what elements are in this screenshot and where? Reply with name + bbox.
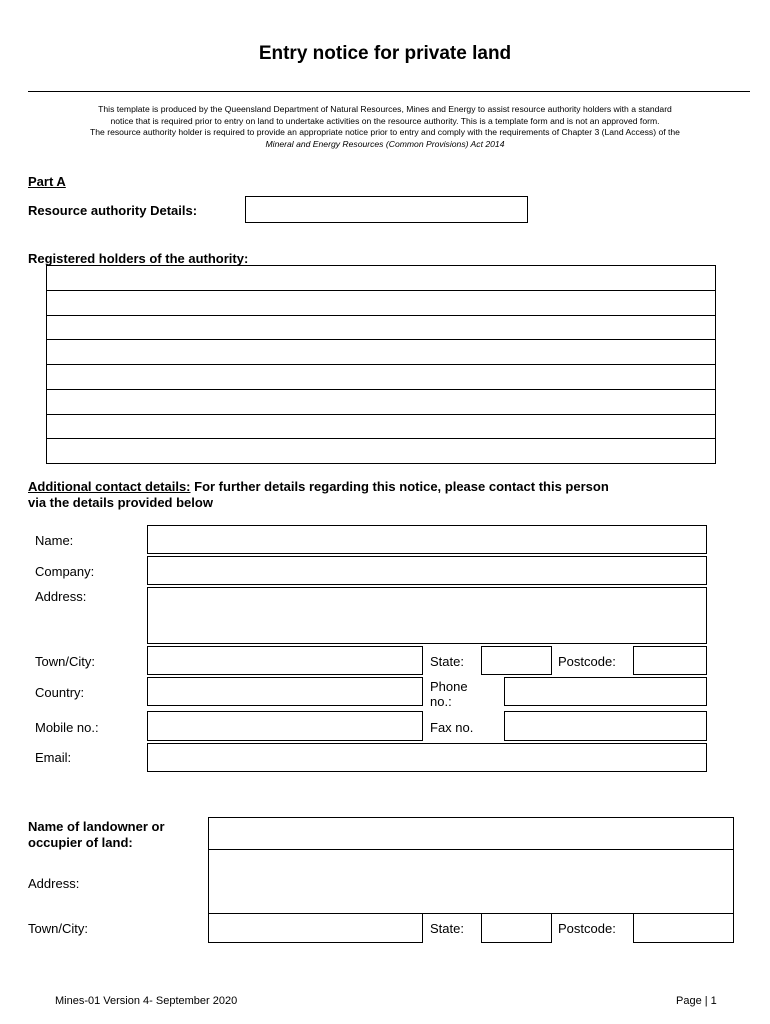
contact-fax-label: Fax no. bbox=[430, 720, 474, 735]
intro-line-1: This template is produced by the Queensland Department of Natural Resources, Mines and Energy to assist resource authority holders with a standard bbox=[98, 104, 672, 114]
contact-mobile-label: Mobile no.: bbox=[35, 720, 99, 735]
footer-version: Mines-01 Version 4- September 2020 bbox=[55, 995, 238, 1007]
contact-town-input[interactable] bbox=[147, 646, 423, 675]
footer-page-number: Page | 1 bbox=[676, 995, 717, 1007]
registered-holder-row-7[interactable] bbox=[47, 415, 715, 440]
intro-line-3: The resource authority holder is required to provide an appropriate notice prior to entry and comply with the requirements of Chapter 3 (Land Access) of the bbox=[90, 127, 680, 137]
intro-line-2: notice that is required prior to entry on land to undertake activities on the resource authority. This is a template form and is not an approved form. bbox=[110, 115, 660, 126]
contact-address-label: Address: bbox=[35, 589, 87, 604]
contact-fax-input[interactable] bbox=[504, 711, 707, 741]
registered-holder-row-4[interactable] bbox=[47, 340, 715, 365]
resource-authority-input[interactable] bbox=[245, 196, 528, 223]
registered-holder-row-5[interactable] bbox=[47, 365, 715, 390]
landowner-name-input[interactable] bbox=[208, 817, 734, 850]
contact-country-label: Country: bbox=[35, 685, 85, 700]
contact-heading-rest: For further details regarding this notice, please contact this person bbox=[190, 479, 609, 494]
contact-heading-line2: via the details provided below bbox=[28, 495, 213, 510]
landowner-town-label: Town/City: bbox=[28, 921, 88, 936]
landowner-state-input[interactable] bbox=[481, 913, 552, 943]
registered-holder-row-8[interactable] bbox=[47, 439, 715, 464]
contact-phone-input[interactable] bbox=[504, 677, 707, 706]
contact-name-input[interactable] bbox=[147, 525, 707, 554]
page-title: Entry notice for private land bbox=[258, 43, 512, 64]
landowner-name-label-1: Name of landowner or bbox=[28, 819, 165, 834]
contact-country-input[interactable] bbox=[147, 677, 423, 706]
landowner-town-input[interactable] bbox=[208, 913, 423, 943]
contact-phone-label-2: no.: bbox=[430, 694, 452, 709]
contact-company-label: Company: bbox=[35, 564, 95, 579]
registered-holder-row-3[interactable] bbox=[47, 316, 715, 341]
contact-heading-underlined: Additional contact details: bbox=[28, 479, 191, 494]
contact-heading bbox=[28, 479, 609, 511]
title-divider bbox=[28, 91, 750, 92]
landowner-name-label bbox=[28, 819, 165, 851]
contact-state-input[interactable] bbox=[481, 646, 552, 675]
contact-email-label: Email: bbox=[35, 750, 72, 765]
intro-act-name: Mineral and Energy Resources (Common Provisions) Act 2014 bbox=[265, 138, 505, 149]
registered-holder-row-2[interactable] bbox=[47, 291, 715, 316]
contact-name-label: Name: bbox=[35, 533, 74, 548]
registered-holders-label: Registered holders of the authority: bbox=[28, 251, 249, 266]
landowner-name-label-2: occupier of land: bbox=[28, 835, 133, 850]
landowner-address-input[interactable] bbox=[208, 849, 734, 914]
contact-phone-label bbox=[430, 679, 468, 709]
contact-company-input[interactable] bbox=[147, 556, 707, 585]
contact-postcode-input[interactable] bbox=[633, 646, 707, 675]
contact-email-input[interactable] bbox=[147, 743, 707, 772]
landowner-state-label: State: bbox=[430, 921, 464, 936]
landowner-address-label: Address: bbox=[28, 876, 80, 891]
contact-postcode-label: Postcode: bbox=[558, 654, 616, 669]
intro-text bbox=[20, 104, 750, 150]
part-a-heading: Part A bbox=[28, 174, 66, 189]
registered-holders-table bbox=[46, 265, 716, 464]
contact-town-label: Town/City: bbox=[35, 654, 95, 669]
registered-holder-row-1[interactable] bbox=[47, 266, 715, 291]
resource-authority-label: Resource authority Details: bbox=[28, 203, 198, 218]
contact-address-input[interactable] bbox=[147, 587, 707, 644]
landowner-postcode-label: Postcode: bbox=[558, 921, 616, 936]
contact-phone-label-1: Phone bbox=[430, 679, 468, 694]
contact-state-label: State: bbox=[430, 654, 464, 669]
contact-mobile-input[interactable] bbox=[147, 711, 423, 741]
landowner-postcode-input[interactable] bbox=[633, 913, 734, 943]
registered-holder-row-6[interactable] bbox=[47, 390, 715, 415]
